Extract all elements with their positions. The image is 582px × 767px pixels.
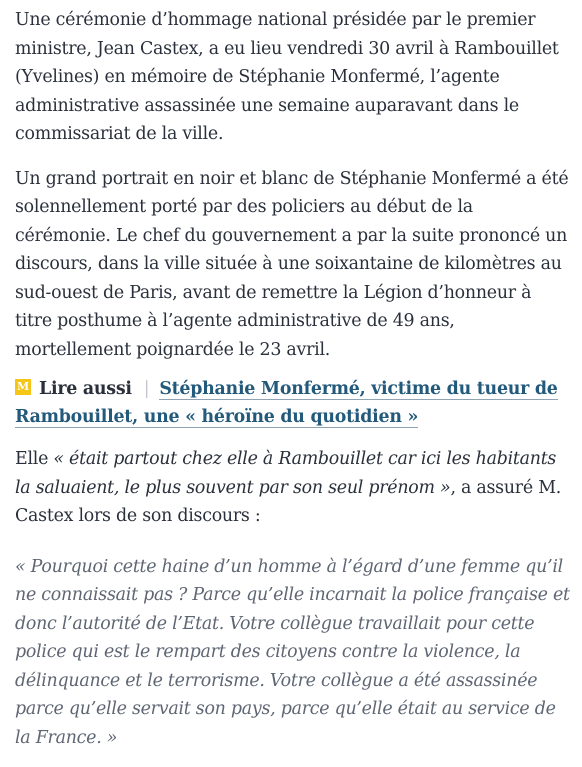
- paragraph-intro: Une cérémonie d’hommage national présidée par le premier ministre, Jean Castex, a eu lieu vendredi 30 avril à Rambouillet (Yvelines) en mémoire de Stéphanie Monfermé, l’agente administrative assassinée une semaine auparavant dans le commissariat de la ville.: [15, 10, 559, 144]
- read-also-label: Lire aussi: [39, 379, 132, 399]
- le-monde-m-icon: M: [15, 379, 31, 395]
- speech-blockquote: « Pourquoi cette haine d’un homme à l’égard d’une femme qu’il ne connaissait pas ? Parce qu’elle incarnait la police française et donc l’autorité de l’Etat. Votre collègue travaillait pour cette police qui est le rempart des citoyens contre la violence, la délinquance et le terrorisme. Votre collègue a été assassinée parce qu’elle servait son pays, parce qu’elle était au service de la France. »: [15, 556, 570, 748]
- paragraph-castex-statement: [15, 445, 571, 531]
- paragraph-ceremony: Un grand portrait en noir et blanc de Stéphanie Monfermé a été solennellement porté par des policiers au début de la cérémonie. Le chef du gouvernement a par la suite prononcé un discours, dans la ville située à une soixantaine de kilomètres au sud-ouest de Paris, avant de remettre la Légion d’honneur à titre posthume à l’agente administrative de 49 ans, mortellement poignardée le 23 avril.: [15, 168, 569, 360]
- read-also-link[interactable]: Stéphanie Monfermé, victime du tueur de Rambouillet, une « héroïne du quotidien »: [15, 379, 558, 427]
- read-also-block: [15, 375, 571, 431]
- paragraph-lead: Elle: [15, 449, 54, 469]
- read-also-separator: |: [143, 379, 150, 399]
- inline-quote: « était partout chez elle à Rambouillet car ici les habitants la saluaient, le plus souvent par son seul prénom »: [15, 449, 557, 498]
- article-body: [15, 6, 571, 752]
- paragraph-tail: , a assuré M. Castex lors de son discours :: [15, 477, 562, 526]
